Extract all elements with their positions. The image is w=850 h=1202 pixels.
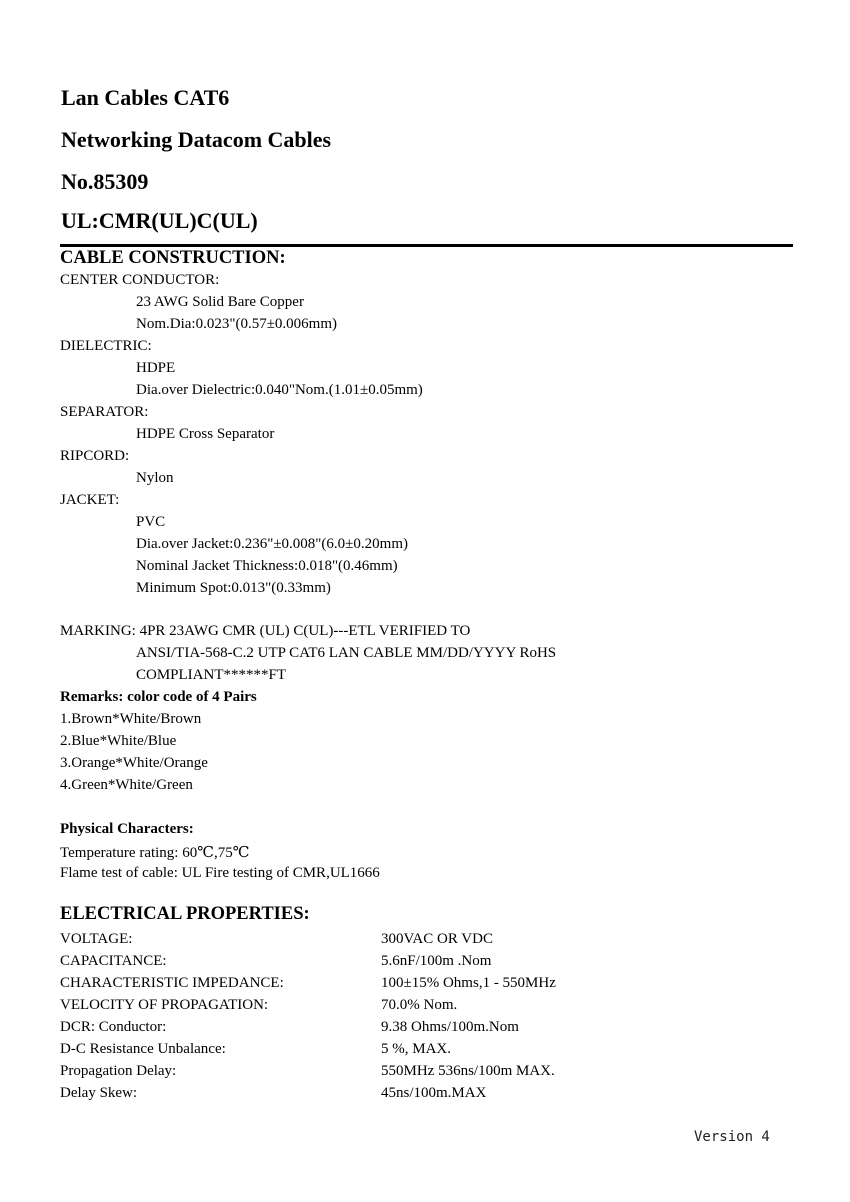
center-conductor-line: 23 AWG Solid Bare Copper [136,294,304,310]
jacket-line: Dia.over Jacket:0.236"±0.008"(6.0±0.20mm) [136,536,408,552]
electrical-label: DCR: Conductor: [60,1019,167,1035]
header-divider [60,244,793,247]
electrical-label: Propagation Delay: [60,1063,177,1079]
title-line-4: UL:CMR(UL)C(UL) [61,208,258,233]
marking-line-3: COMPLIANT******FT [136,667,287,683]
version-label: Version 4 [694,1129,770,1145]
separator-line: HDPE Cross Separator [136,426,275,442]
center-conductor-label: CENTER CONDUCTOR: [60,272,220,288]
electrical-label: CAPACITANCE: [60,953,167,969]
dielectric-line: Dia.over Dielectric:0.040"Nom.(1.01±0.05mm) [136,382,423,398]
electrical-value: 300VAC OR VDC [381,931,493,947]
electrical-label: VELOCITY OF PROPAGATION: [60,997,269,1013]
ripcord-line: Nylon [136,470,174,486]
electrical-value: 45ns/100m.MAX [381,1085,487,1101]
title-line-1: Lan Cables CAT6 [61,85,230,110]
electrical-value: 5.6nF/100m .Nom [381,953,492,969]
physical-heading: Physical Characters: [60,821,194,837]
jacket-line: PVC [136,514,166,530]
flame-test: Flame test of cable: UL Fire testing of CMR,UL1666 [60,865,380,881]
remarks-heading: Remarks: color code of 4 Pairs [60,689,257,705]
jacket-line: Minimum Spot:0.013"(0.33mm) [136,580,331,596]
color-pair-item: 4.Green*White/Green [60,777,193,793]
construction-heading: CABLE CONSTRUCTION: [60,248,286,268]
electrical-value: 100±15% Ohms,1 - 550MHz [381,975,556,991]
marking-line-2: ANSI/TIA-568-C.2 UTP CAT6 LAN CABLE MM/DD/YYYY RoHS [136,645,557,661]
ripcord-label: RIPCORD: [60,448,130,464]
marking-line-1: MARKING: 4PR 23AWG CMR (UL) C(UL)---ETL VERIFIED TO [60,623,471,639]
temperature-rating: Temperature rating: 60℃,75℃ [60,845,250,861]
electrical-value: 550MHz 536ns/100m MAX. [381,1063,555,1079]
electrical-label: CHARACTERISTIC IMPEDANCE: [60,975,284,991]
electrical-value: 5 %, MAX. [381,1041,451,1057]
color-pair-item: 3.Orange*White/Orange [60,755,208,771]
title-line-3: No.85309 [61,169,149,194]
center-conductor-line: Nom.Dia:0.023"(0.57±0.006mm) [136,316,338,332]
dielectric-line: HDPE [136,360,176,376]
jacket-line: Nominal Jacket Thickness:0.018"(0.46mm) [136,558,398,574]
electrical-heading: ELECTRICAL PROPERTIES: [60,904,310,924]
electrical-value: 9.38 Ohms/100m.Nom [381,1019,519,1035]
dielectric-label: DIELECTRIC: [60,338,152,354]
color-pair-item: 1.Brown*White/Brown [60,711,202,727]
separator-label: SEPARATOR: [60,404,149,420]
electrical-label: Delay Skew: [60,1085,138,1101]
color-pair-item: 2.Blue*White/Blue [60,733,177,749]
electrical-label: D-C Resistance Unbalance: [60,1041,226,1057]
electrical-label: VOLTAGE: [60,931,133,947]
title-line-2: Networking Datacom Cables [61,127,332,152]
jacket-label: JACKET: [60,492,120,508]
electrical-value: 70.0% Nom. [381,997,458,1013]
